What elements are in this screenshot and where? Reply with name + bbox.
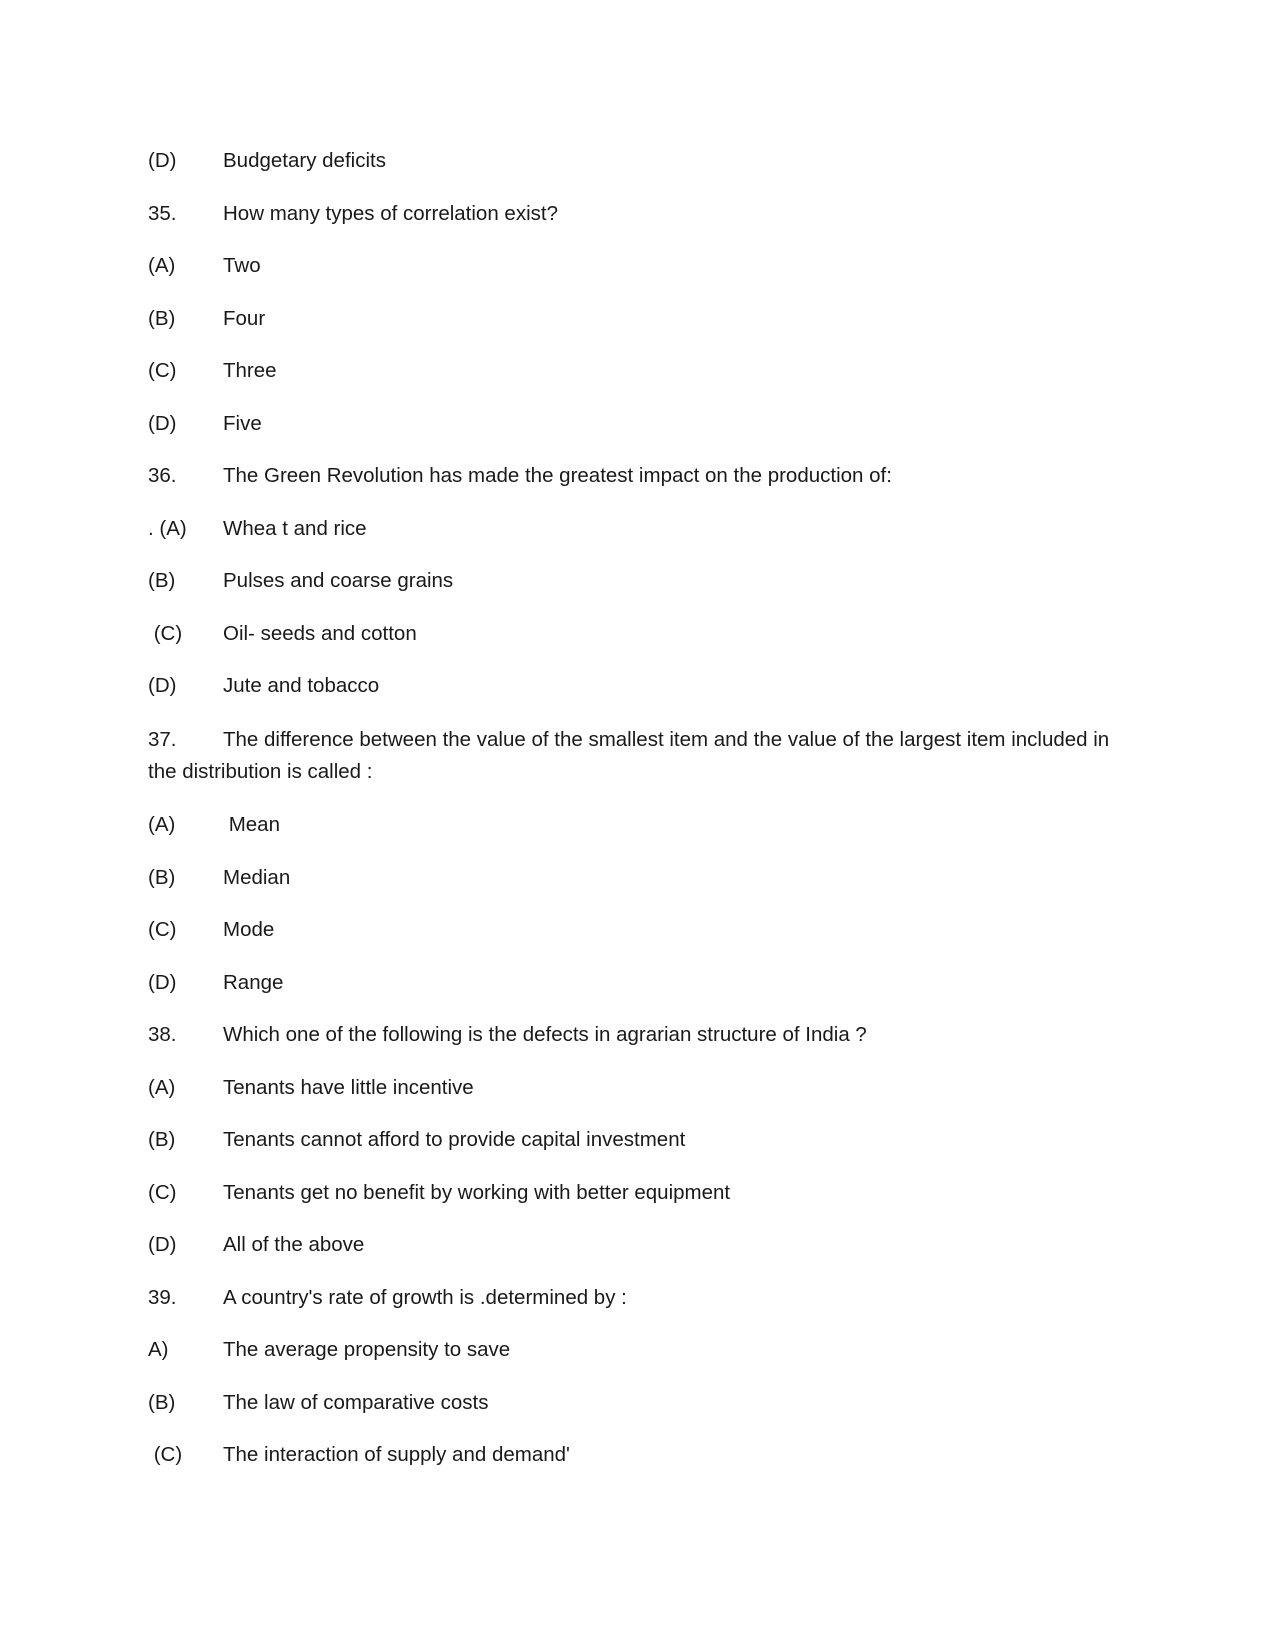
option-d-q38 (148, 1230, 1128, 1260)
option-d-q37 (148, 968, 1128, 998)
option-d-q34 (148, 146, 1128, 176)
option-b-q38 (148, 1125, 1128, 1155)
option-label: (C) (148, 359, 177, 382)
option-text: All of the above (223, 1233, 365, 1256)
option-label: (B) (148, 306, 176, 330)
question-38 (148, 1020, 1128, 1050)
option-text: Tenants cannot afford to provide capital investment (223, 1128, 686, 1151)
option-label: (C) (148, 1180, 177, 1204)
question-number: 39. (148, 1285, 177, 1309)
option-text: Four (223, 306, 266, 330)
question-text: The difference between the value of the smallest item and the value of the largest item included in the distribution is called : (148, 727, 1110, 783)
option-text: Jute and tobacco (223, 674, 380, 697)
option-label: (A) (148, 813, 176, 836)
option-b-q39 (148, 1388, 1128, 1418)
question-number: 35. (148, 201, 177, 225)
option-text: Whea t and rice (223, 516, 367, 540)
option-label: (A) (148, 1075, 176, 1099)
option-label: (B) (148, 569, 176, 592)
option-a-q39 (148, 1335, 1128, 1365)
option-label: (D) (148, 1233, 177, 1256)
option-label: (D) (148, 149, 177, 172)
option-text: Tenants get no benefit by working with better equipment (223, 1180, 731, 1204)
question-number: 38. (148, 1023, 177, 1046)
question-39 (148, 1283, 1128, 1313)
option-text: Five (223, 411, 262, 435)
option-a-q36 (148, 514, 1128, 544)
option-label: (D) (148, 674, 177, 697)
option-text: Oil- seeds and cotton (223, 621, 417, 645)
option-text: Tenants have little incentive (223, 1075, 474, 1099)
option-label: A) (148, 1338, 169, 1361)
option-label: (C) (148, 1443, 183, 1466)
option-text: The law of comparative costs (223, 1390, 489, 1414)
question-35 (148, 199, 1128, 229)
option-text: Median (223, 865, 291, 889)
option-text: Mean (223, 813, 280, 836)
option-a-q37 (148, 810, 1128, 840)
option-text: Budgetary deficits (223, 149, 386, 172)
option-b-q37 (148, 863, 1128, 893)
option-b-q35 (148, 304, 1128, 334)
question-number: 37. (148, 727, 177, 751)
option-c-q35 (148, 356, 1128, 386)
option-label: (C) (148, 621, 183, 645)
option-d-q35 (148, 409, 1128, 439)
question-text: How many types of correlation exist? (223, 201, 558, 225)
question-text: Which one of the following is the defects in agrarian structure of India ? (223, 1023, 867, 1046)
option-label: . (A) (148, 516, 187, 540)
option-text: Mode (223, 918, 275, 941)
option-c-q37 (148, 915, 1128, 945)
question-37 (148, 724, 1128, 788)
question-list (148, 146, 1128, 1493)
option-label: (B) (148, 1128, 176, 1151)
option-label: (D) (148, 970, 177, 994)
option-a-q35 (148, 251, 1128, 281)
option-c-q39 (148, 1440, 1128, 1470)
option-a-q38 (148, 1073, 1128, 1103)
option-text: Pulses and coarse grains (223, 569, 454, 592)
option-text: Range (223, 970, 284, 994)
option-c-q38 (148, 1178, 1128, 1208)
option-text: Two (223, 254, 261, 277)
option-b-q36 (148, 566, 1128, 596)
question-number: 36. (148, 464, 177, 487)
option-label: (B) (148, 1390, 176, 1414)
question-36 (148, 461, 1128, 491)
option-d-q36 (148, 671, 1128, 701)
option-text: Three (223, 359, 277, 382)
option-label: (D) (148, 411, 177, 435)
question-text: The Green Revolution has made the greatest impact on the production of: (223, 464, 892, 487)
option-label: (C) (148, 918, 177, 941)
option-text: The interaction of supply and demand' (223, 1443, 570, 1466)
option-text: The average propensity to save (223, 1338, 511, 1361)
option-label: (B) (148, 865, 176, 889)
option-label: (A) (148, 254, 176, 277)
question-text: A country's rate of growth is .determined by : (223, 1285, 627, 1309)
option-c-q36 (148, 619, 1128, 649)
